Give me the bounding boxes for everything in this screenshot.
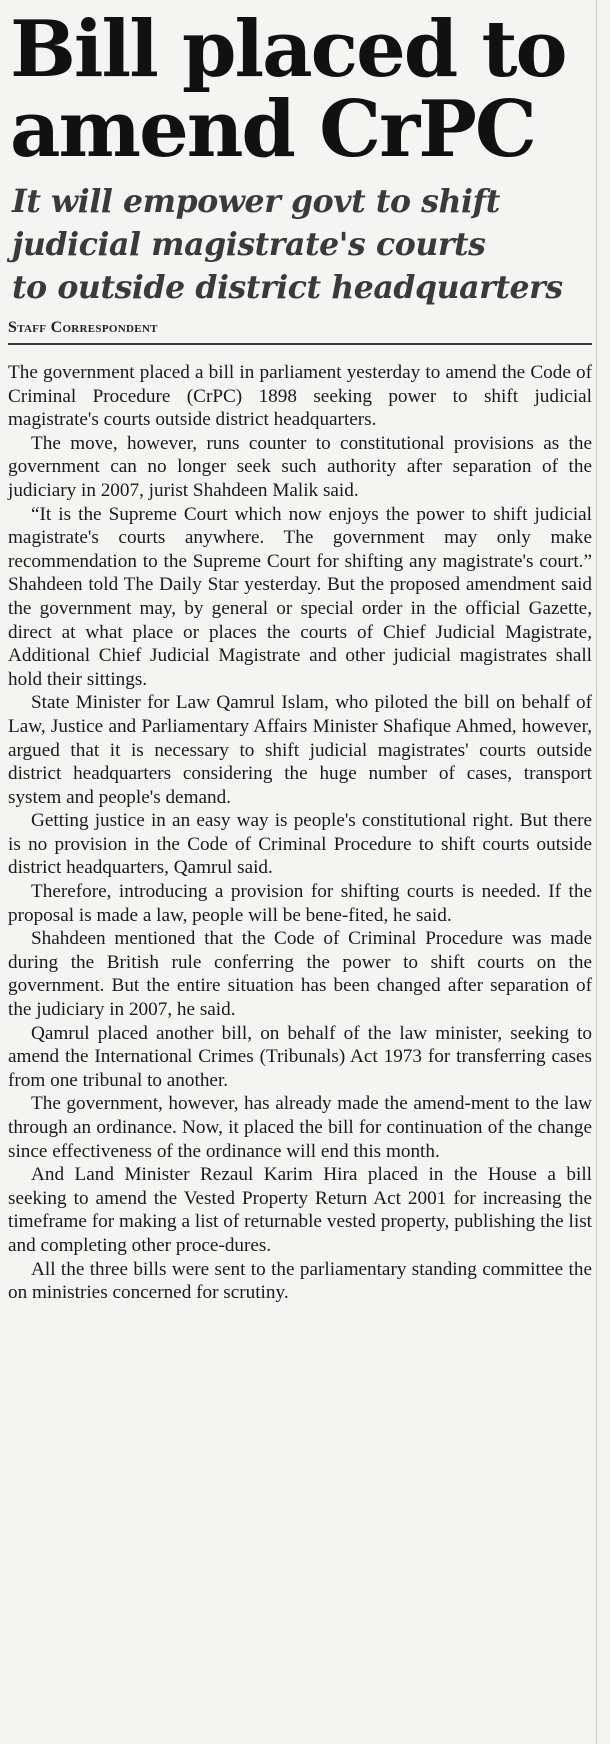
article-body [8,361,592,1305]
byline [8,319,592,345]
column-rule [596,0,597,1744]
subheadline [8,180,592,309]
paragraph-8: Qamrul placed another bill, on behalf of the law minister, seeking to amend the International Crimes (Tribunals) Act 1973 for transferring cases from one tribunal to another. [8,1022,592,1091]
paragraph-3: “It is the Supreme Court which now enjoys the power to shift judicial magistrate's courts anywhere. The government may only make recommendation to the Supreme Court for shifting any magistrate's court.” Shahdeen told The Daily Star yesterday. But the proposed amendment said the government may, by general or special order in the official Gazette, direct at what place or places the courts of Chief Judicial Magistrate, Additional Chief Judicial Magistrate and other judicial magistrates shall hold their sittings. [8,503,592,690]
paragraph-2: The move, however, runs counter to constitutional provisions as the government can no longer seek such authority after separation of the judiciary in 2007, jurist Shahdeen Malik said. [8,432,592,501]
paragraph-11: All the three bills were sent to the parliamentary standing committee the on ministries concerned for scrutiny. [8,1258,592,1304]
paragraph-9: The government, however, has already made the amend-ment to the law through an ordinance. Now, it placed the bill for continuation of the change since effectiveness of the ordinance will end this month. [8,1093,592,1162]
subheadline-line-2: judicial magistrate's courts [12,226,486,263]
subheadline-line-3: to outside district headquarters [12,269,563,306]
paragraph-1: The government placed a bill in parliament yesterday to amend the Code of Criminal Procedure (CrPC) 1898 seeking power to shift judicial magistrate's courts outside district headquarters. [8,362,592,431]
headline [8,4,592,175]
paragraph-10: And Land Minister Rezaul Karim Hira placed in the House a bill seeking to amend the Vested Property Return Act 2001 for increasing the timeframe for making a list of returnable vested property, publishing the list and completing other proce-dures. [8,1164,592,1256]
headline-line-1: Bill placed to [10,4,566,95]
paragraph-5: Getting justice in an easy way is people's constitutional right. But there is no provision in the Code of Criminal Procedure to shift courts outside district headquarters, Qamrul said. [8,810,592,879]
paragraph-4: State Minister for Law Qamrul Islam, who piloted the bill on behalf of Law, Justice and Parliamentary Affairs Minister Shafique Ahmed, however, argued that it is necessary to shift judicial magistrates' courts outside district headquarters considering the huge number of cases, transport system and people's demand. [8,692,592,808]
paragraph-6: Therefore, introducing a provision for shifting courts is needed. If the proposal is made a law, people will be bene-fited, he said. [8,881,592,926]
subheadline-line-1: It will empower govt to shift [12,183,500,220]
headline-line-2: amend CrPC [10,84,536,175]
byline-text: Staff Correspondent [8,319,158,336]
paragraph-7: Shahdeen mentioned that the Code of Criminal Procedure was made during the British rule conferring the power to shift courts on the government. But the entire situation has been changed after separation of the judiciary in 2007, he said. [8,928,592,1021]
